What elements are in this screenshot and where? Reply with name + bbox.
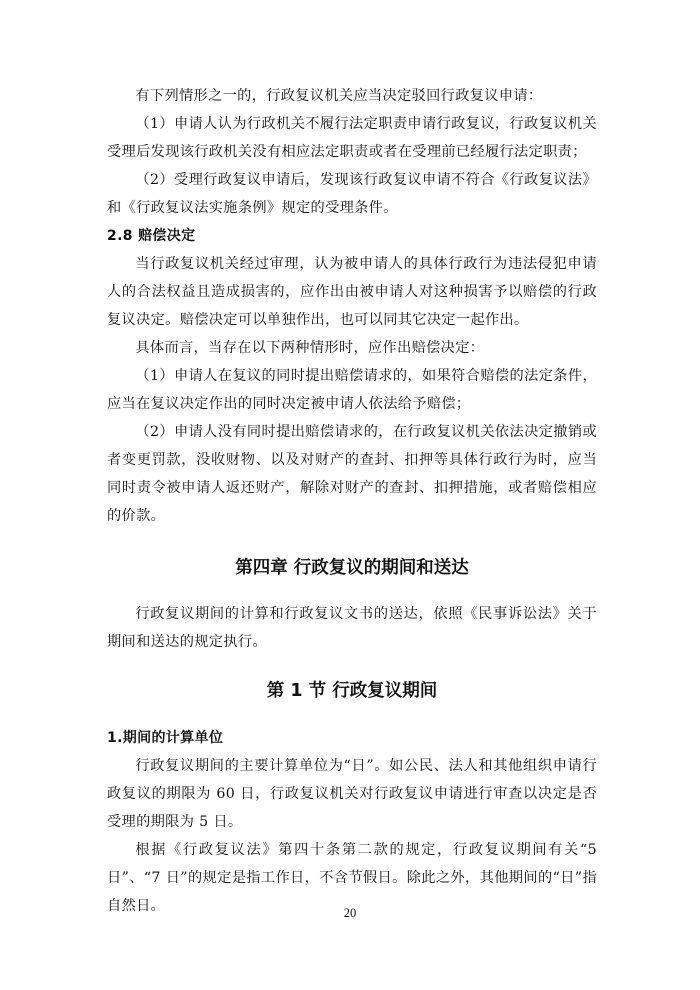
section-heading-compensation: 2.8 赔偿决定 [107,228,196,244]
section-title: 第 1 节 行政复议期间 [266,681,438,701]
subsection-heading-period-unit: 1.期间的计算单位 [107,730,224,746]
paragraph-compensation-cases-intro: 具体而言，当存在以下两种情形时，应作出赔偿决定： [135,340,485,356]
paragraph-compensation-case-2: （2）申请人没有同时提出赔偿请求的，在行政复议机关依法决定撤销或者变更罚款，没收财物、以及对财产的查封、扣押等具体行政行为时，应当同时责令被申请人返还财产，解除对财产的查封、扣押措施，或者赔偿相应的价款。 [107,424,597,524]
paragraph-chapter-intro: 行政复议期间的计算和行政复议文书的送达，依照《民事诉讼法》关于期间和送达的规定执行。 [107,606,597,650]
page-number: 20 [343,906,357,920]
paragraph-period-unit: 行政复议期间的主要计算单位为“日”。如公民、法人和其他组织申请行政复议的期限为 60 日，行政复议机关对行政复议申请进行审查以决定是否受理的期限为 5 日。 [107,758,597,830]
page-content [107,82,597,920]
chapter-title: 第四章 行政复议的期间和送达 [235,558,469,578]
paragraph-rejection-item-1: （1）申请人认为行政机关不履行法定职责申请行政复议，行政复议机关受理后发现该行政机关没有相应法定职责或者在受理前已经履行法定职责； [107,116,597,160]
paragraph-working-days: 根据《行政复议法》第四十条第二款的规定，行政复议期间有关“5 日”、“7 日”的规定是指工作日，不含节假日。除此之外，其他期间的“日”指自然日。 [107,842,597,914]
paragraph-compensation-body: 当行政复议机关经过审理，认为被申请人的具体行政行为违法侵犯申请人的合法权益且造成损害的，应作出由被申请人对这种损害予以赔偿的行政复议决定。赔偿决定可以单独作出，也可以同其它决定一起作出。 [107,256,597,328]
paragraph-rejection-intro: 有下列情形之一的，行政复议机关应当决定驳回行政复议申请： [135,88,543,104]
paragraph-compensation-case-1: （1）申请人在复议的同时提出赔偿请求的，如果符合赔偿的法定条件，应当在复议决定作出的同时决定被申请人依法给予赔偿； [107,368,597,412]
paragraph-rejection-item-2: （2）受理行政复议申请后，发现该行政复议申请不符合《行政复议法》和《行政复议法实施条例》规定的受理条件。 [107,172,597,216]
